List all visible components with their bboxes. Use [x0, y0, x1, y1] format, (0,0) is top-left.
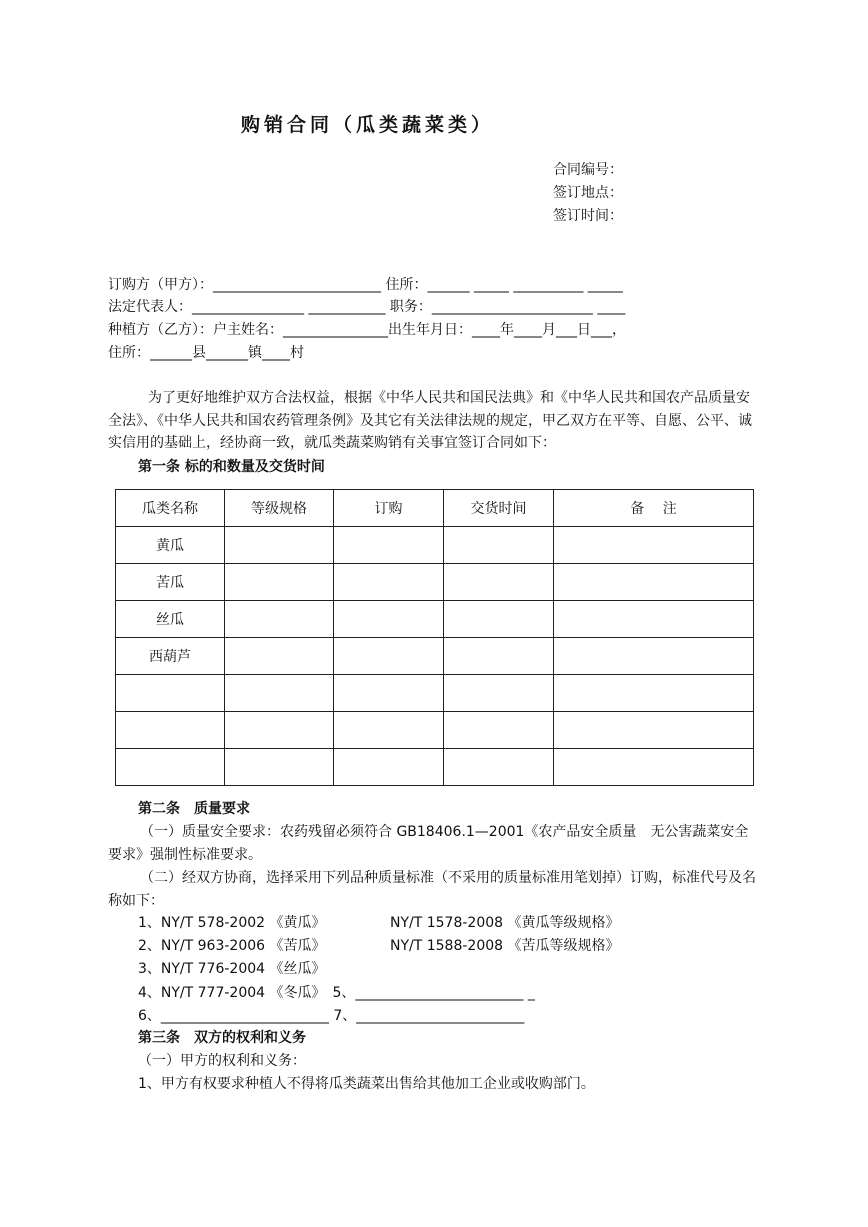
table-row [116, 712, 754, 749]
goods-table [115, 489, 754, 786]
table-cell [225, 675, 334, 712]
table-cell [444, 749, 554, 786]
table-cell [334, 675, 444, 712]
party-b-address-line: 住所：______县______镇____村 [108, 345, 304, 361]
table-cell [554, 675, 754, 712]
table-cell: 西葫芦 [116, 638, 225, 675]
standard-2b: NY/T 1588-2008 《苦瓜等级规格》 [390, 938, 620, 954]
table-cell [334, 638, 444, 675]
table-cell [334, 527, 444, 564]
table-cell [554, 527, 754, 564]
table-cell [116, 712, 225, 749]
table-row [116, 601, 754, 638]
article-1-heading: 第一条 标的和数量及交货时间 [138, 459, 325, 475]
table-header-row [116, 490, 754, 527]
table-row [116, 638, 754, 675]
table-row [116, 564, 754, 601]
header-cell: 备 注 [554, 490, 754, 527]
standard-3: 3、NY/T 776-2004 《丝瓜》 [138, 961, 326, 977]
table-cell [334, 564, 444, 601]
sign-time-label: 签订时间： [553, 208, 623, 224]
standard-1: 1、NY/T 578-2002 《黄瓜》 [138, 915, 326, 931]
page-title: 购销合同（瓜类蔬菜类） [241, 114, 495, 136]
table-cell [116, 675, 225, 712]
standard-2: 2、NY/T 963-2006 《苦瓜》 [138, 938, 326, 954]
contract-number-label: 合同编号： [553, 162, 623, 178]
legal-representative-line: 法定代表人：________________ ___________ 职务：_______________________ ____ [108, 299, 626, 315]
table-cell: 丝瓜 [116, 601, 225, 638]
table-cell: 黄瓜 [116, 527, 225, 564]
table-cell [334, 749, 444, 786]
header-cell: 瓜类名称 [116, 490, 225, 527]
party-a-rights-heading: （一）甲方的权利和义务： [138, 1053, 306, 1069]
table-cell [554, 564, 754, 601]
article-3-heading: 第三条 双方的权利和义务 [138, 1030, 306, 1046]
intro-paragraph: 为了更好地维护双方合法权益，根据《中华人民共和国民法典》和《中华人民共和国农产品质量安全法》、《中华人民共和国农药管理条例》及其它有关法律法规的规定，甲乙双方在平等、自愿、公平、诚实信用的基础上，经协商一致，就瓜类蔬菜购销有关事宜签订合同如下： [108, 390, 752, 451]
table-cell [554, 601, 754, 638]
table-cell [444, 712, 554, 749]
table-cell [334, 712, 444, 749]
table-cell [444, 527, 554, 564]
requirement-2: （二）经双方协商，选择采用下列品种质量标准（不采用的质量标准用笔划掉）订购，标准代号及名称如下： [108, 870, 756, 909]
table-cell [334, 601, 444, 638]
table-cell [444, 638, 554, 675]
header-cell: 订购 [334, 490, 444, 527]
table-cell [444, 564, 554, 601]
article-2-heading: 第二条 质量要求 [138, 801, 250, 817]
table-cell [116, 749, 225, 786]
requirement-1: （一）质量安全要求：农药残留必须符合 GB18406.1—2001《农产品安全质量 无公害蔬菜安全要求》强制性标准要求。 [108, 824, 749, 863]
table-cell [554, 712, 754, 749]
table-cell [444, 601, 554, 638]
party-a-right-item-1: 1、甲方有权要求种植人不得将瓜类蔬菜出售给其他加工企业或收购部门。 [138, 1076, 595, 1092]
party-a-line: 订购方（甲方）：________________________ 住所：______ _____ __________ _____ [108, 277, 623, 293]
table-row [116, 749, 754, 786]
table-cell [225, 712, 334, 749]
standard-4-5: 4、NY/T 777-2004 《冬瓜》 5、________________________ _ [138, 985, 535, 1001]
standard-6-7: 6、________________________ 7、________________________ [138, 1008, 525, 1024]
header-cell: 交货时间 [444, 490, 554, 527]
table-row [116, 675, 754, 712]
table-cell [554, 749, 754, 786]
table-row [116, 527, 754, 564]
header-cell: 等级规格 [225, 490, 334, 527]
standard-1b: NY/T 1578-2008 《黄瓜等级规格》 [390, 915, 620, 931]
sign-place-label: 签订地点： [553, 185, 623, 201]
table-cell [225, 601, 334, 638]
table-cell [225, 638, 334, 675]
table-cell [225, 527, 334, 564]
party-b-line: 种植方（乙方）：户主姓名：_______________出生年月日：____年____月___日___， [108, 322, 626, 338]
table-cell: 苦瓜 [116, 564, 225, 601]
table-cell [554, 638, 754, 675]
table-cell [444, 675, 554, 712]
table-cell [225, 564, 334, 601]
table-cell [225, 749, 334, 786]
